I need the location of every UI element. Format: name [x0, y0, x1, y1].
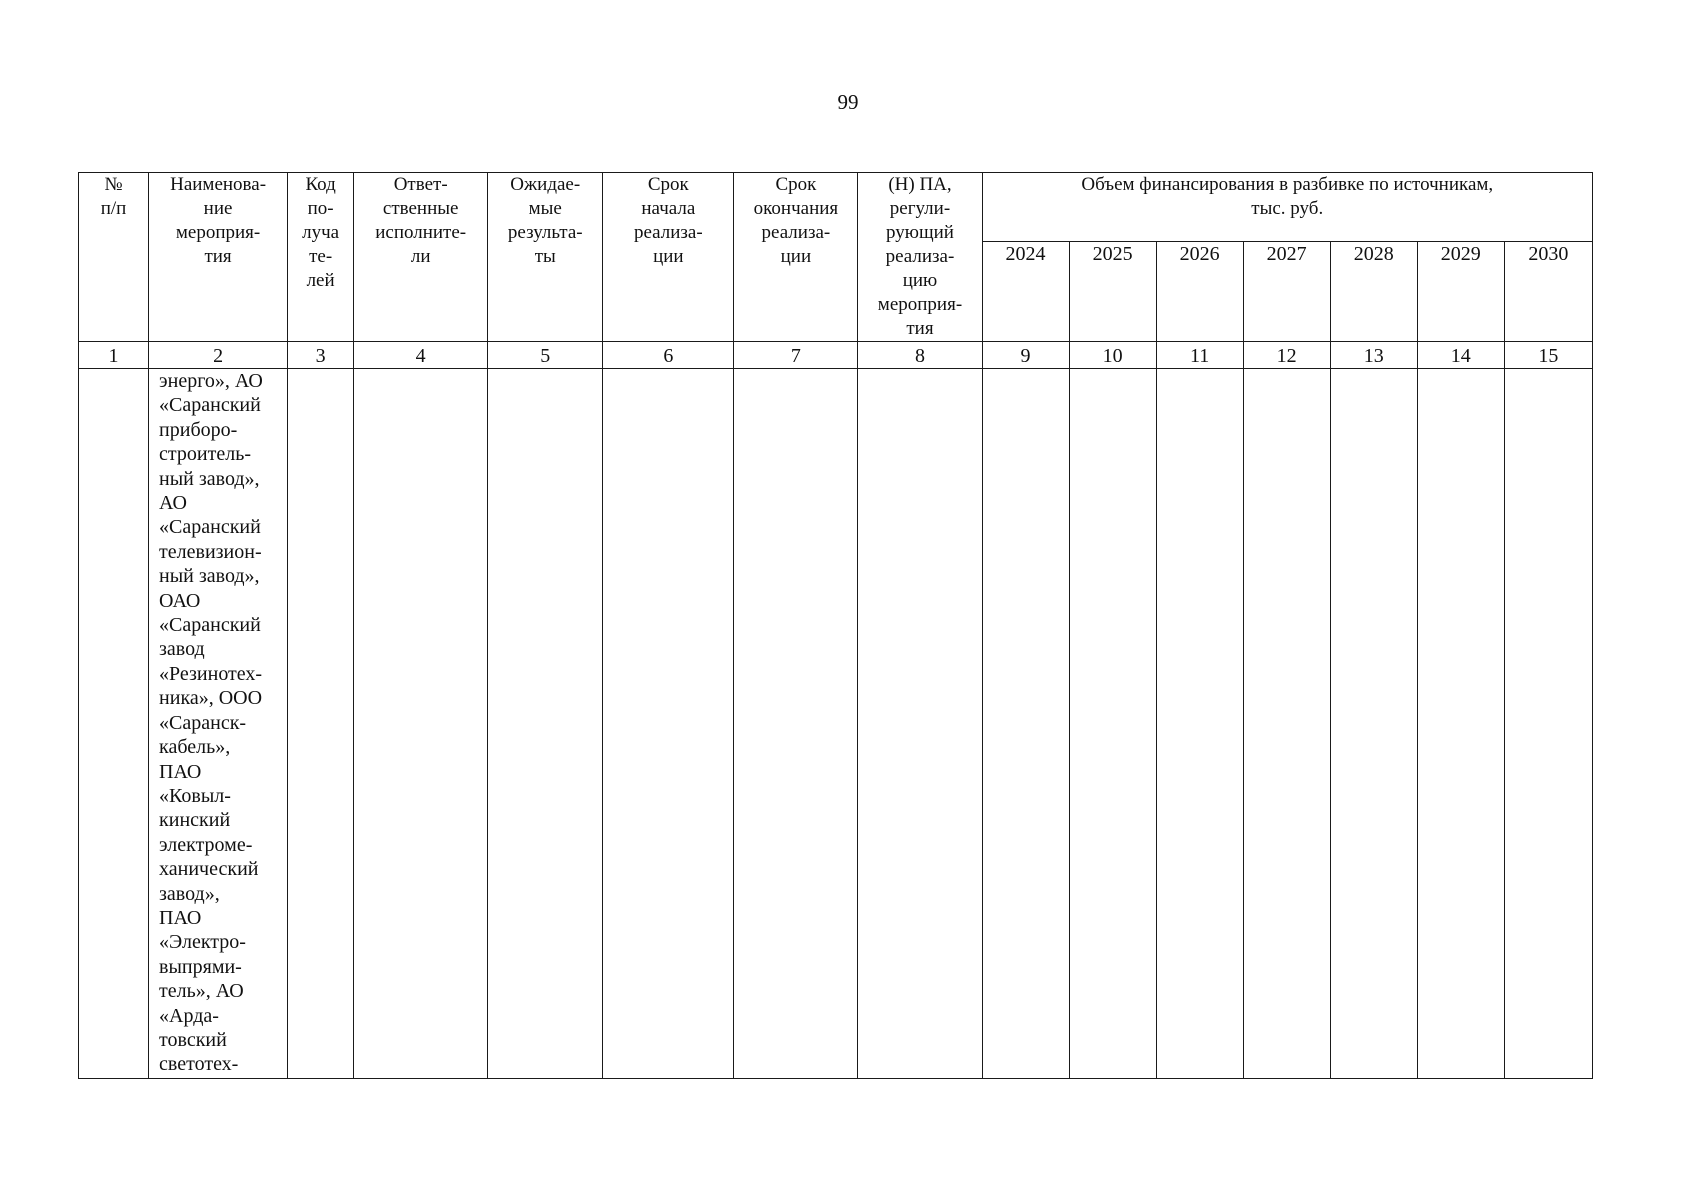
table-row	[79, 369, 1593, 1079]
header-year: 2024	[982, 242, 1069, 342]
cell-expected-results	[488, 369, 603, 1079]
header-funding: Объем финансирования в разбивке по источникам, тыс. руб.	[982, 173, 1592, 242]
column-number: 10	[1069, 342, 1156, 369]
header-num: № п/п	[79, 173, 149, 342]
column-number: 4	[354, 342, 488, 369]
header-start-date: Срок начала реализа- ции	[603, 173, 734, 342]
header-year: 2027	[1243, 242, 1330, 342]
column-number: 15	[1504, 342, 1592, 369]
header-year: 2029	[1417, 242, 1504, 342]
cell-2025	[1069, 369, 1156, 1079]
cell-2027	[1243, 369, 1330, 1079]
cell-2026	[1156, 369, 1243, 1079]
cell-legal-act	[858, 369, 982, 1079]
header-year: 2028	[1330, 242, 1417, 342]
cell-event-name: энерго», АО «Саранский приборо- строитель- ный завод», АО «Саранский телевизион- ный завод», ОАО «Саранский завод «Резинотех- ника», ООО «Саранск- кабель», ПАО «Ковыл- кинский электроме- ханический завод», ПАО «Электро- выпрями- тель», АО «Арда- товский светотех-	[149, 369, 288, 1079]
cell-num	[79, 369, 149, 1079]
column-number: 9	[982, 342, 1069, 369]
column-numbers-row	[79, 342, 1593, 369]
cell-2030	[1504, 369, 1592, 1079]
column-number: 13	[1330, 342, 1417, 369]
header-legal-act: (Н) ПА, регули- рующий реализа- цию мероприя- тия	[858, 173, 982, 342]
column-number: 14	[1417, 342, 1504, 369]
column-number: 5	[488, 342, 603, 369]
column-number: 8	[858, 342, 982, 369]
funding-table	[78, 172, 1593, 1079]
cell-code	[288, 369, 354, 1079]
column-number: 1	[79, 342, 149, 369]
header-code: Код по- луча те- лей	[288, 173, 354, 342]
header-responsible: Ответ- ственные исполните- ли	[354, 173, 488, 342]
cell-responsible	[354, 369, 488, 1079]
header-year: 2026	[1156, 242, 1243, 342]
cell-start-date	[603, 369, 734, 1079]
header-row	[79, 173, 1593, 242]
header-expected-results: Ожидае- мые результа- ты	[488, 173, 603, 342]
page-number: 99	[837, 90, 859, 114]
cell-2029	[1417, 369, 1504, 1079]
header-year: 2025	[1069, 242, 1156, 342]
column-number: 11	[1156, 342, 1243, 369]
column-number: 12	[1243, 342, 1330, 369]
header-end-date: Срок окончания реализа- ции	[734, 173, 858, 342]
column-number: 2	[149, 342, 288, 369]
column-number: 7	[734, 342, 858, 369]
cell-2024	[982, 369, 1069, 1079]
header-year: 2030	[1504, 242, 1592, 342]
cell-end-date	[734, 369, 858, 1079]
column-number: 3	[288, 342, 354, 369]
cell-2028	[1330, 369, 1417, 1079]
column-number: 6	[603, 342, 734, 369]
header-name: Наименова- ние мероприя- тия	[149, 173, 288, 342]
